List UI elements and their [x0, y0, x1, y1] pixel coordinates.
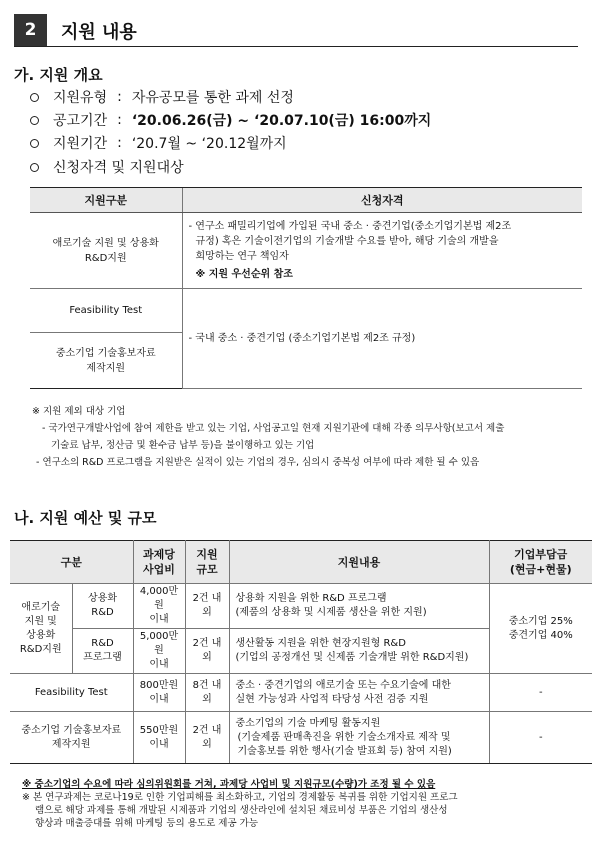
footnotes [22, 778, 592, 830]
cost-line: 이내 [149, 738, 169, 750]
overview-item-period [30, 133, 287, 153]
cost-cell [133, 712, 185, 764]
header-category: 지원구분 [30, 188, 182, 213]
group-line: 애로기술 [21, 601, 61, 613]
scale-cell: 2건 내외 [185, 712, 229, 764]
cost-line: 4,000만원 [139, 586, 179, 611]
section-title: 지원 내용 [61, 22, 137, 43]
scale-cell: 2건 내외 [185, 629, 229, 674]
circle-bullet-icon [30, 116, 39, 125]
content-line: 중소 · 중견기업의 애로기술 또는 수요기술에 대한 [235, 679, 451, 691]
sub-line: 프로그램 [83, 652, 122, 663]
burden-cell: - [489, 712, 592, 764]
category-line: 애로기술 지원 및 상용화 [52, 237, 159, 249]
item-sep: : [117, 89, 122, 105]
table-header-row [10, 541, 592, 584]
item-label: 공고기간 [53, 113, 108, 129]
header-division: 구분 [10, 541, 133, 584]
scale-cell: 8건 내외 [185, 674, 229, 712]
content-line: 기술홍보를 위한 행사(기술 발표회 등) 참여 지원) [237, 745, 452, 757]
cost-line: 800만원 [139, 679, 179, 691]
sub-line: R&D [91, 607, 114, 618]
qualification-line: - 연구소 패밀리기업에 가입된 국내 중소 · 중견기업(중소기업기본법 제2조 [188, 221, 512, 232]
cost-cell [133, 674, 185, 712]
burden-cell [489, 584, 592, 674]
overview-item-eligibility [30, 157, 184, 177]
qualification-line: 규정) 혹은 기술이전기업의 기술개발 수요를 받아, 해당 기술의 개발을 [195, 236, 499, 247]
category-cell [30, 289, 182, 333]
footnote-line: ※ 본 연구과제는 코로나19로 인한 기업피해를 최소화하고, 기업의 경제활동 복귀를 위한 기업지원 프로그 [22, 792, 458, 803]
sub-cell [72, 584, 133, 629]
header-line: 지원 [196, 548, 218, 561]
content-line: 생산활동 지원을 위한 현장지원형 R&D [235, 638, 406, 649]
name-line: 제작지원 [51, 738, 91, 750]
eligibility-table [30, 187, 582, 389]
group-line: 상용화 [26, 629, 56, 641]
cost-line: 이내 [149, 659, 169, 670]
item-value: ‘20.06.26(금) ~ ‘20.07.10(금) 16:00까지 [131, 113, 432, 129]
header-content: 지원내용 [229, 541, 489, 584]
header-burden [489, 541, 592, 584]
item-sep: : [117, 112, 122, 128]
qualification-line: 희망하는 연구 책임자 [195, 251, 289, 262]
exclusion-notes [32, 403, 592, 471]
circle-bullet-icon [30, 139, 39, 148]
group-line: R&D지원 [19, 643, 62, 655]
circle-bullet-icon [30, 93, 39, 102]
name-line: 중소기업 기술홍보자료 [21, 724, 122, 736]
cost-line: 5,000만원 [139, 631, 179, 656]
cost-line: 이내 [149, 614, 169, 625]
group-cell [10, 584, 72, 674]
content-line: 중소기업의 기술 마케팅 활동지원 [235, 717, 381, 729]
content-cell [229, 584, 489, 629]
exclusion-title: ※ 지원 제외 대상 기업 [32, 406, 126, 417]
content-line: (기업의 공정개선 및 신제품 기술개발 위한 R&D지원) [235, 652, 469, 663]
budget-heading: 나. 지원 예산 및 규모 [14, 509, 157, 527]
content-line: (기술제품 판매촉진을 위한 기술소개자료 제작 및 [237, 731, 451, 743]
item-sep: : [117, 135, 122, 151]
item-value: ‘20.7월 ~ ‘20.12월까지 [131, 136, 287, 152]
header-line: 사업비 [143, 563, 175, 576]
header-line: 규모 [196, 563, 218, 576]
category-line: R&D지원 [84, 252, 127, 264]
table-row [10, 674, 592, 712]
overview-heading: 가. 지원 개요 [14, 66, 103, 84]
qualification-line: - 국내 중소 · 중견기업 (중소기업기본법 제2조 규정) [188, 333, 416, 344]
footnote-line: ※ 중소기업의 수요에 따라 심의위원회를 거쳐, 과제당 사업비 및 지원규모(수량)가 조정 될 수 있음 [22, 779, 436, 790]
content-line: 상용화 지원을 위한 R&D 프로그램 [235, 593, 387, 604]
exclusion-line: 기술료 납부, 정산금 및 환수금 납부 등)을 불이행하고 있는 기업 [51, 440, 315, 451]
header-line: 과제당 [143, 548, 175, 561]
scale-cell: 2건 내외 [185, 584, 229, 629]
circle-bullet-icon [30, 163, 39, 172]
header-line: 기업부담금 [514, 548, 568, 561]
content-cell [229, 674, 489, 712]
overview-item-type [30, 87, 294, 107]
table-row [30, 213, 582, 289]
category-cell [30, 333, 182, 389]
sub-cell [72, 629, 133, 674]
cost-line: 이내 [149, 693, 169, 705]
item-label: 지원유형 [53, 90, 108, 106]
burden-line: 중견기업 40% [508, 629, 573, 641]
item-label: 지원기간 [53, 136, 108, 152]
sub-line: R&D [91, 638, 114, 649]
category-line: Feasibility Test [69, 305, 143, 316]
qualification-cell [182, 289, 582, 389]
sub-line: 상용화 [88, 593, 117, 604]
category-cell [30, 213, 182, 289]
table-header-row [30, 188, 582, 213]
cost-cell [133, 629, 185, 674]
burden-line: 중소기업 25% [508, 615, 573, 627]
footnote-line: 향상과 매출증대를 위해 마케팅 등의 용도로 제공 가능 [35, 818, 259, 829]
header-line: (현금+현물) [509, 563, 572, 576]
overview-item-announce [30, 110, 431, 130]
content-cell [229, 712, 489, 764]
content-line: 실현 가능성과 사업적 타당성 사전 검증 지원 [235, 693, 429, 705]
group-line: 지원 및 [24, 615, 57, 627]
footnote-line: 램으로 해당 과제를 통해 개발된 시제품과 기업의 생산라인에 설치된 채료비성 부품은 기업의 생산성 [35, 805, 448, 816]
cost-cell [133, 584, 185, 629]
burden-cell: - [489, 674, 592, 712]
header-scale [185, 541, 229, 584]
budget-table [10, 540, 592, 764]
header-cost [133, 541, 185, 584]
item-value: 자유공모를 통한 과제 선정 [131, 90, 294, 106]
qualification-cell [182, 213, 582, 289]
name-cell [10, 712, 133, 764]
category-line: 제작지원 [86, 362, 126, 374]
table-row [10, 584, 592, 629]
section-header [14, 14, 578, 47]
cost-line: 550만원 [139, 724, 179, 736]
name-cell: Feasibility Test [10, 674, 133, 712]
exclusion-line: - 국가연구개발사업에 참여 제한을 받고 있는 기업, 사업공고일 현재 지원기관에 대해 각종 의무사항(보고서 제출 [42, 423, 505, 434]
priority-note: ※ 지원 우선순위 참조 [195, 269, 293, 280]
item-label: 신청자격 및 지원대상 [53, 160, 184, 176]
exclusion-line: - 연구소의 R&D 프로그램을 지원받은 실적이 있는 기업의 경우, 심의시 중복성 여부에 따라 제한 될 수 있음 [36, 457, 480, 468]
table-row [10, 712, 592, 764]
header-qualification: 신청자격 [182, 188, 582, 213]
table-row [30, 289, 582, 333]
category-line: 중소기업 기술홍보자료 [55, 347, 156, 359]
section-number: 2 [14, 14, 47, 46]
content-line: (제품의 상용화 및 시제품 생산을 위한 지원) [235, 607, 427, 618]
content-cell [229, 629, 489, 674]
